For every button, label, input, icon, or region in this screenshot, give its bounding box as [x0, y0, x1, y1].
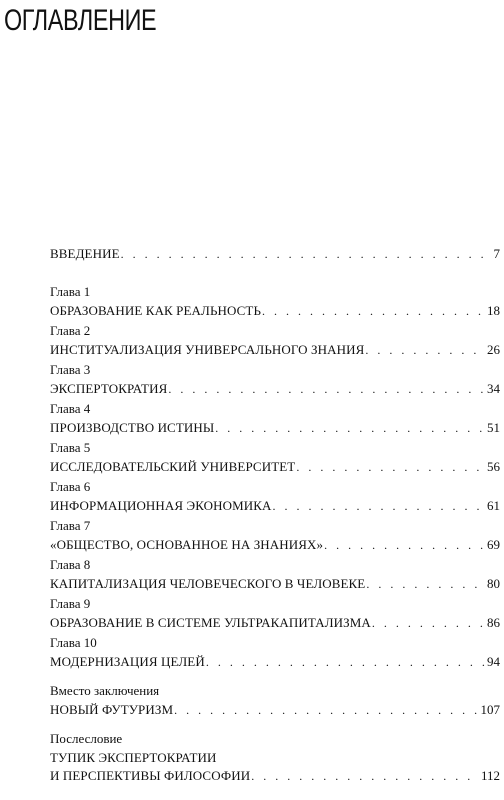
toc-entry-title: ОБРАЗОВАНИЕ В СИСТЕМЕ УЛЬТРАКАПИТАЛИЗМА — [50, 615, 371, 630]
toc-entry-chapter-8[interactable] — [50, 556, 500, 595]
toc-chapter-label: Глава 8 — [50, 557, 91, 572]
toc-leader-dots — [174, 701, 479, 719]
toc-chapter-label: Вместо заключения — [50, 683, 160, 698]
toc-entry-title: ИНФОРМАЦИОННАЯ ЭКОНОМИКА — [50, 498, 272, 513]
toc-leader-dots — [296, 458, 486, 476]
toc-entry-chapter-2[interactable] — [50, 322, 500, 361]
toc-entry-conclusion[interactable] — [50, 682, 500, 721]
toc-entry-title-line-2: И ПЕРСПЕКТИВЫ ФИЛОСОФИИ — [50, 768, 251, 783]
toc-page-number: 112 — [480, 768, 500, 783]
toc-leader-dots — [168, 380, 486, 398]
toc-chapter-label: Глава 2 — [50, 323, 91, 338]
toc-entry-chapter-3[interactable] — [50, 361, 500, 400]
toc-chapter-label: Послесловие — [50, 731, 123, 746]
toc-page-number: 86 — [487, 615, 500, 630]
toc-page-number: 69 — [487, 537, 500, 552]
toc-chapter-label: Глава 9 — [50, 596, 91, 611]
toc-page-number: 61 — [487, 498, 500, 513]
toc-entry-chapter-7[interactable] — [50, 517, 500, 556]
toc-leader-dots — [262, 302, 486, 320]
toc-page-number: 51 — [487, 420, 500, 435]
toc-entry-chapter-9[interactable] — [50, 595, 500, 634]
toc-entry-chapter-5[interactable] — [50, 439, 500, 478]
toc-entry-title: ПРОИЗВОДСТВО ИСТИНЫ — [50, 420, 215, 435]
toc-entry-title: НОВЫЙ ФУТУРИЗМ — [50, 702, 174, 717]
table-of-contents — [50, 245, 500, 787]
toc-leader-dots — [365, 341, 486, 359]
toc-entry-chapter-1[interactable] — [50, 283, 500, 322]
toc-chapter-label: Глава 5 — [50, 440, 91, 455]
toc-page-number: 94 — [487, 654, 500, 669]
toc-leader-dots — [121, 245, 493, 263]
page-title: ОГЛАВЛЕНИЕ — [4, 4, 157, 37]
toc-entry-title: КАПИТАЛИЗАЦИЯ ЧЕЛОВЕЧЕСКОГО В ЧЕЛОВЕКЕ — [50, 576, 366, 591]
toc-entry-chapter-10[interactable] — [50, 634, 500, 673]
toc-leader-dots — [251, 767, 480, 785]
toc-page-number: 56 — [487, 459, 500, 474]
toc-chapter-label: Глава 4 — [50, 401, 91, 416]
toc-leader-dots — [372, 614, 486, 632]
spacer — [50, 265, 500, 283]
toc-leader-dots — [273, 497, 486, 515]
toc-entry-title: ОБРАЗОВАНИЕ КАК РЕАЛЬНОСТЬ — [50, 303, 262, 318]
toc-chapter-label: Глава 3 — [50, 362, 91, 377]
toc-page-number: 107 — [480, 702, 500, 717]
toc-leader-dots — [206, 653, 486, 671]
toc-entry-chapter-4[interactable] — [50, 400, 500, 439]
toc-chapter-label: Глава 10 — [50, 635, 97, 650]
spacer — [50, 721, 500, 730]
toc-page-number: 18 — [487, 303, 500, 318]
toc-entry-title: ВВЕДЕНИЕ — [50, 246, 120, 261]
toc-entry-title: «ОБЩЕСТВО, ОСНОВАННОЕ НА ЗНАНИЯХ» — [50, 537, 324, 552]
toc-leader-dots — [324, 536, 486, 554]
toc-chapter-label: Глава 1 — [50, 284, 91, 299]
toc-page-number: 80 — [487, 576, 500, 591]
toc-entry-title: ИССЛЕДОВАТЕЛЬСКИЙ УНИВЕРСИТЕТ — [50, 459, 296, 474]
toc-chapter-label: Глава 6 — [50, 479, 91, 494]
toc-entry-title: ИНСТИТУАЛИЗАЦИЯ УНИВЕРСАЛЬНОГО ЗНАНИЯ — [50, 342, 365, 357]
toc-entry-title: МОДЕРНИЗАЦИЯ ЦЕЛЕЙ — [50, 654, 205, 669]
toc-leader-dots — [215, 419, 486, 437]
toc-leader-dots — [366, 575, 486, 593]
toc-entry-afterword[interactable] — [50, 730, 500, 787]
toc-entry-chapter-6[interactable] — [50, 478, 500, 517]
toc-page-number: 34 — [487, 381, 500, 396]
toc-entry-intro[interactable] — [50, 245, 500, 265]
toc-entry-title: ЭКСПЕРТОКРАТИЯ — [50, 381, 168, 396]
toc-page-number: 26 — [487, 342, 500, 357]
toc-entry-title-line-1: ТУПИК ЭКСПЕРТОКРАТИИ — [50, 750, 217, 765]
spacer — [50, 673, 500, 682]
toc-chapter-label: Глава 7 — [50, 518, 91, 533]
toc-page-number: 7 — [493, 246, 500, 261]
